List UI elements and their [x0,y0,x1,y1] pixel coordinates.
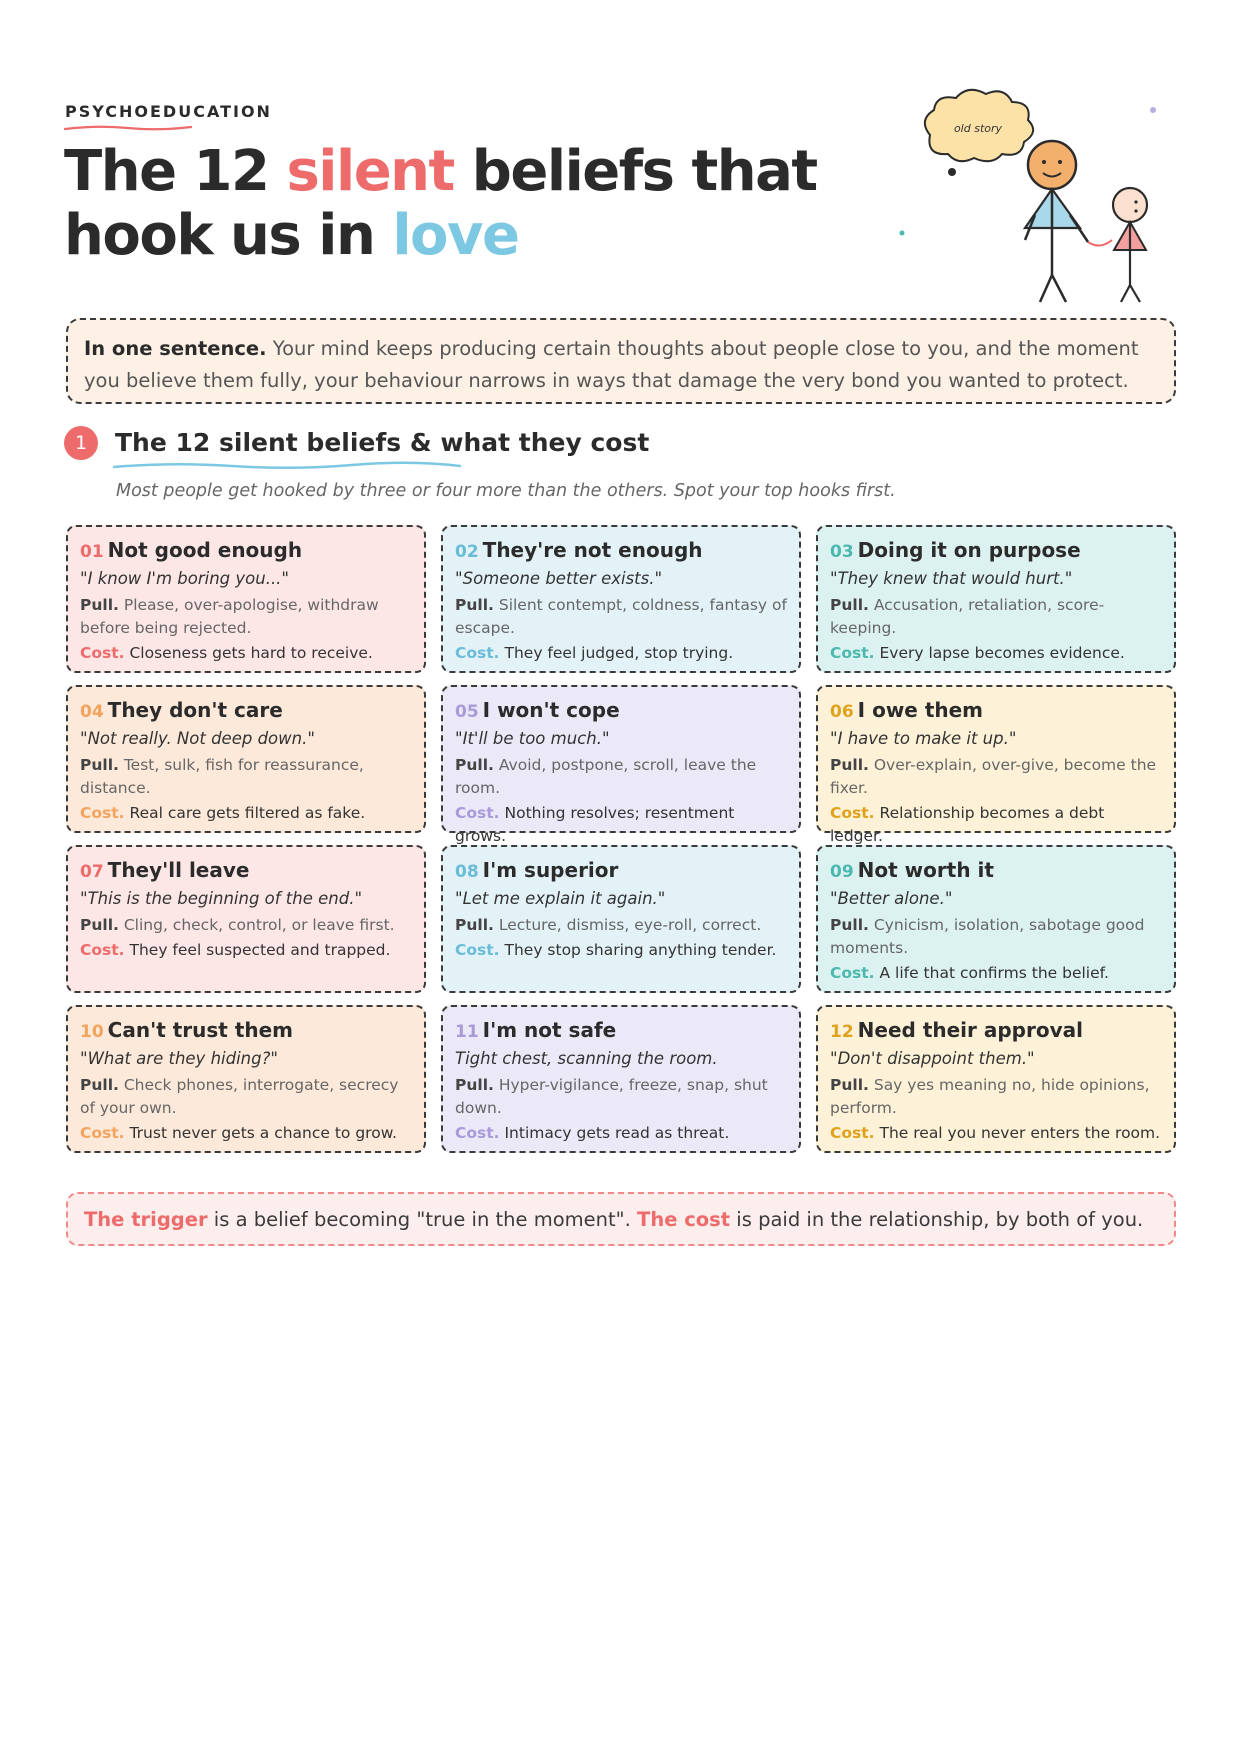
section-number-badge: 1 [64,426,98,460]
adult-figure-icon [1025,141,1088,302]
belief-number: 12 [830,1022,854,1042]
belief-title: They don't care [107,698,283,722]
belief-number: 10 [80,1022,104,1042]
belief-cost: Cost. Closeness gets hard to receive. [80,644,373,662]
title-highlight-love: love [392,203,519,268]
belief-number: 05 [455,702,479,722]
belief-title: Doing it on purpose [857,538,1081,562]
belief-title: Not worth it [857,858,994,882]
belief-card-title [455,857,787,885]
belief-quote: "Someone better exists." [455,569,663,588]
belief-card [66,845,426,993]
cloud-text: old story [953,122,1003,135]
belief-cost: Cost. Nothing resolves; resentment grows. [455,804,735,845]
belief-cost: Cost. A life that confirms the belief. [830,964,1109,982]
belief-pull: Pull. Over-explain, over-give, become the fixer. [830,756,1157,797]
belief-card [66,525,426,673]
belief-card [441,685,801,845]
belief-cost: Cost. Trust never gets a chance to grow. [80,1124,397,1142]
belief-quote: "Not really. Not deep down." [80,729,315,748]
belief-number: 11 [455,1022,479,1042]
couple-illustration [900,80,1180,310]
belief-title: Need their approval [857,1018,1083,1042]
belief-quote: "Don't disappoint them." [830,1049,1035,1068]
belief-cost: Cost. They stop sharing anything tender. [455,941,777,959]
belief-card-title [830,697,1162,725]
thought-cloud-icon [925,90,1033,176]
belief-pull: Pull. Cynicism, isolation, sabotage good moments. [830,916,1145,957]
belief-card [816,685,1176,845]
kicker-underline [63,124,193,132]
belief-pull: Pull. Avoid, postpone, scroll, leave the room. [455,756,757,797]
belief-pull: Pull. Say yes meaning no, hide opinions, perform. [830,1076,1150,1117]
belief-quote: "I know I'm boring you..." [80,569,290,588]
belief-pull: Pull. Accusation, retaliation, score-keeping. [830,596,1105,637]
belief-number: 02 [455,542,479,562]
belief-card-title [80,697,412,725]
summary-text: Your mind keeps producing certain thoughts about people close to you, and the moment you believe them fully, your behaviour narrows in ways that damage the very bond you wanted to protect. [84,337,1139,392]
belief-quote: "This is the beginning of the end." [80,889,363,908]
belief-pull: Pull. Test, sulk, fish for reassurance, distance. [80,756,364,797]
belief-quote: "Better alone." [830,889,953,908]
belief-quote: Tight chest, scanning the room. [455,1049,718,1068]
belief-number: 06 [830,702,854,722]
belief-pull: Pull. Check phones, interrogate, secrecy of your own. [80,1076,399,1117]
trigger-callout: The trigger is a belief becoming "true in the moment". The cost is paid in the relationship, by both of you. [66,1192,1176,1246]
kicker: PSYCHOEDUCATION [65,102,272,121]
belief-title: Not good enough [107,538,303,562]
belief-title: Can't trust them [107,1018,294,1042]
belief-cost: Cost. They feel suspected and trapped. [80,941,391,959]
belief-title: I'm not safe [482,1018,617,1042]
belief-cost: Cost. Relationship becomes a debt ledger. [830,804,1105,845]
belief-pull: Pull. Cling, check, control, or leave first. [80,916,395,934]
belief-card-title [455,697,787,725]
belief-card-title [455,1017,787,1045]
belief-card-title [455,537,787,565]
belief-card-title [830,1017,1162,1045]
belief-quote: "It'll be too much." [455,729,610,748]
summary-box [66,318,1176,404]
belief-cost: Cost. Real care gets filtered as fake. [80,804,366,822]
page-title: The 12 silent beliefs that hook us in love [64,139,817,268]
belief-card [66,1005,426,1153]
belief-card [441,525,801,673]
belief-card [816,525,1176,673]
belief-number: 03 [830,542,854,562]
belief-card-title [830,537,1162,565]
belief-number: 04 [80,702,104,722]
beliefs-grid [66,525,1176,1153]
belief-title: I won't cope [482,698,620,722]
belief-number: 01 [80,542,104,562]
belief-cost: Cost. Intimacy gets read as threat. [455,1124,730,1142]
belief-title: They're not enough [482,538,703,562]
belief-title: I'm superior [482,858,619,882]
belief-quote: "I have to make it up." [830,729,1017,748]
belief-quote: "They knew that would hurt." [830,569,1073,588]
child-figure-icon [1113,188,1147,302]
section-title-underline [112,461,462,471]
belief-card [441,845,801,993]
belief-card-title [80,857,412,885]
belief-cost: Cost. They feel judged, stop trying. [455,644,734,662]
belief-card-title [80,1017,412,1045]
belief-pull: Pull. Lecture, dismiss, eye-roll, correct. [455,916,762,934]
belief-number: 07 [80,862,104,882]
section-title: The 12 silent beliefs & what they cost [115,428,650,457]
belief-pull: Pull. Hyper-vigilance, freeze, snap, shut down. [455,1076,768,1117]
belief-number: 09 [830,862,854,882]
belief-card [816,1005,1176,1153]
title-highlight-silent: silent [286,139,454,204]
belief-card-title [80,537,412,565]
belief-card [441,1005,801,1153]
belief-card-title [830,857,1162,885]
belief-card [66,685,426,833]
belief-title: They'll leave [107,858,250,882]
belief-pull: Pull. Silent contempt, coldness, fantasy of escape. [455,596,787,637]
belief-number: 08 [455,862,479,882]
belief-card [816,845,1176,993]
belief-quote: "What are they hiding?" [80,1049,278,1068]
belief-cost: Cost. Every lapse becomes evidence. [830,644,1125,662]
belief-title: I owe them [857,698,984,722]
summary-lead: In one sentence. [84,337,267,360]
section-subtitle: Most people get hooked by three or four more than the others. Spot your top hooks first. [116,481,896,501]
belief-quote: "Let me explain it again." [455,889,666,908]
belief-pull: Pull. Please, over-apologise, withdraw before being rejected. [80,596,379,637]
belief-cost: Cost. The real you never enters the room. [830,1124,1161,1142]
